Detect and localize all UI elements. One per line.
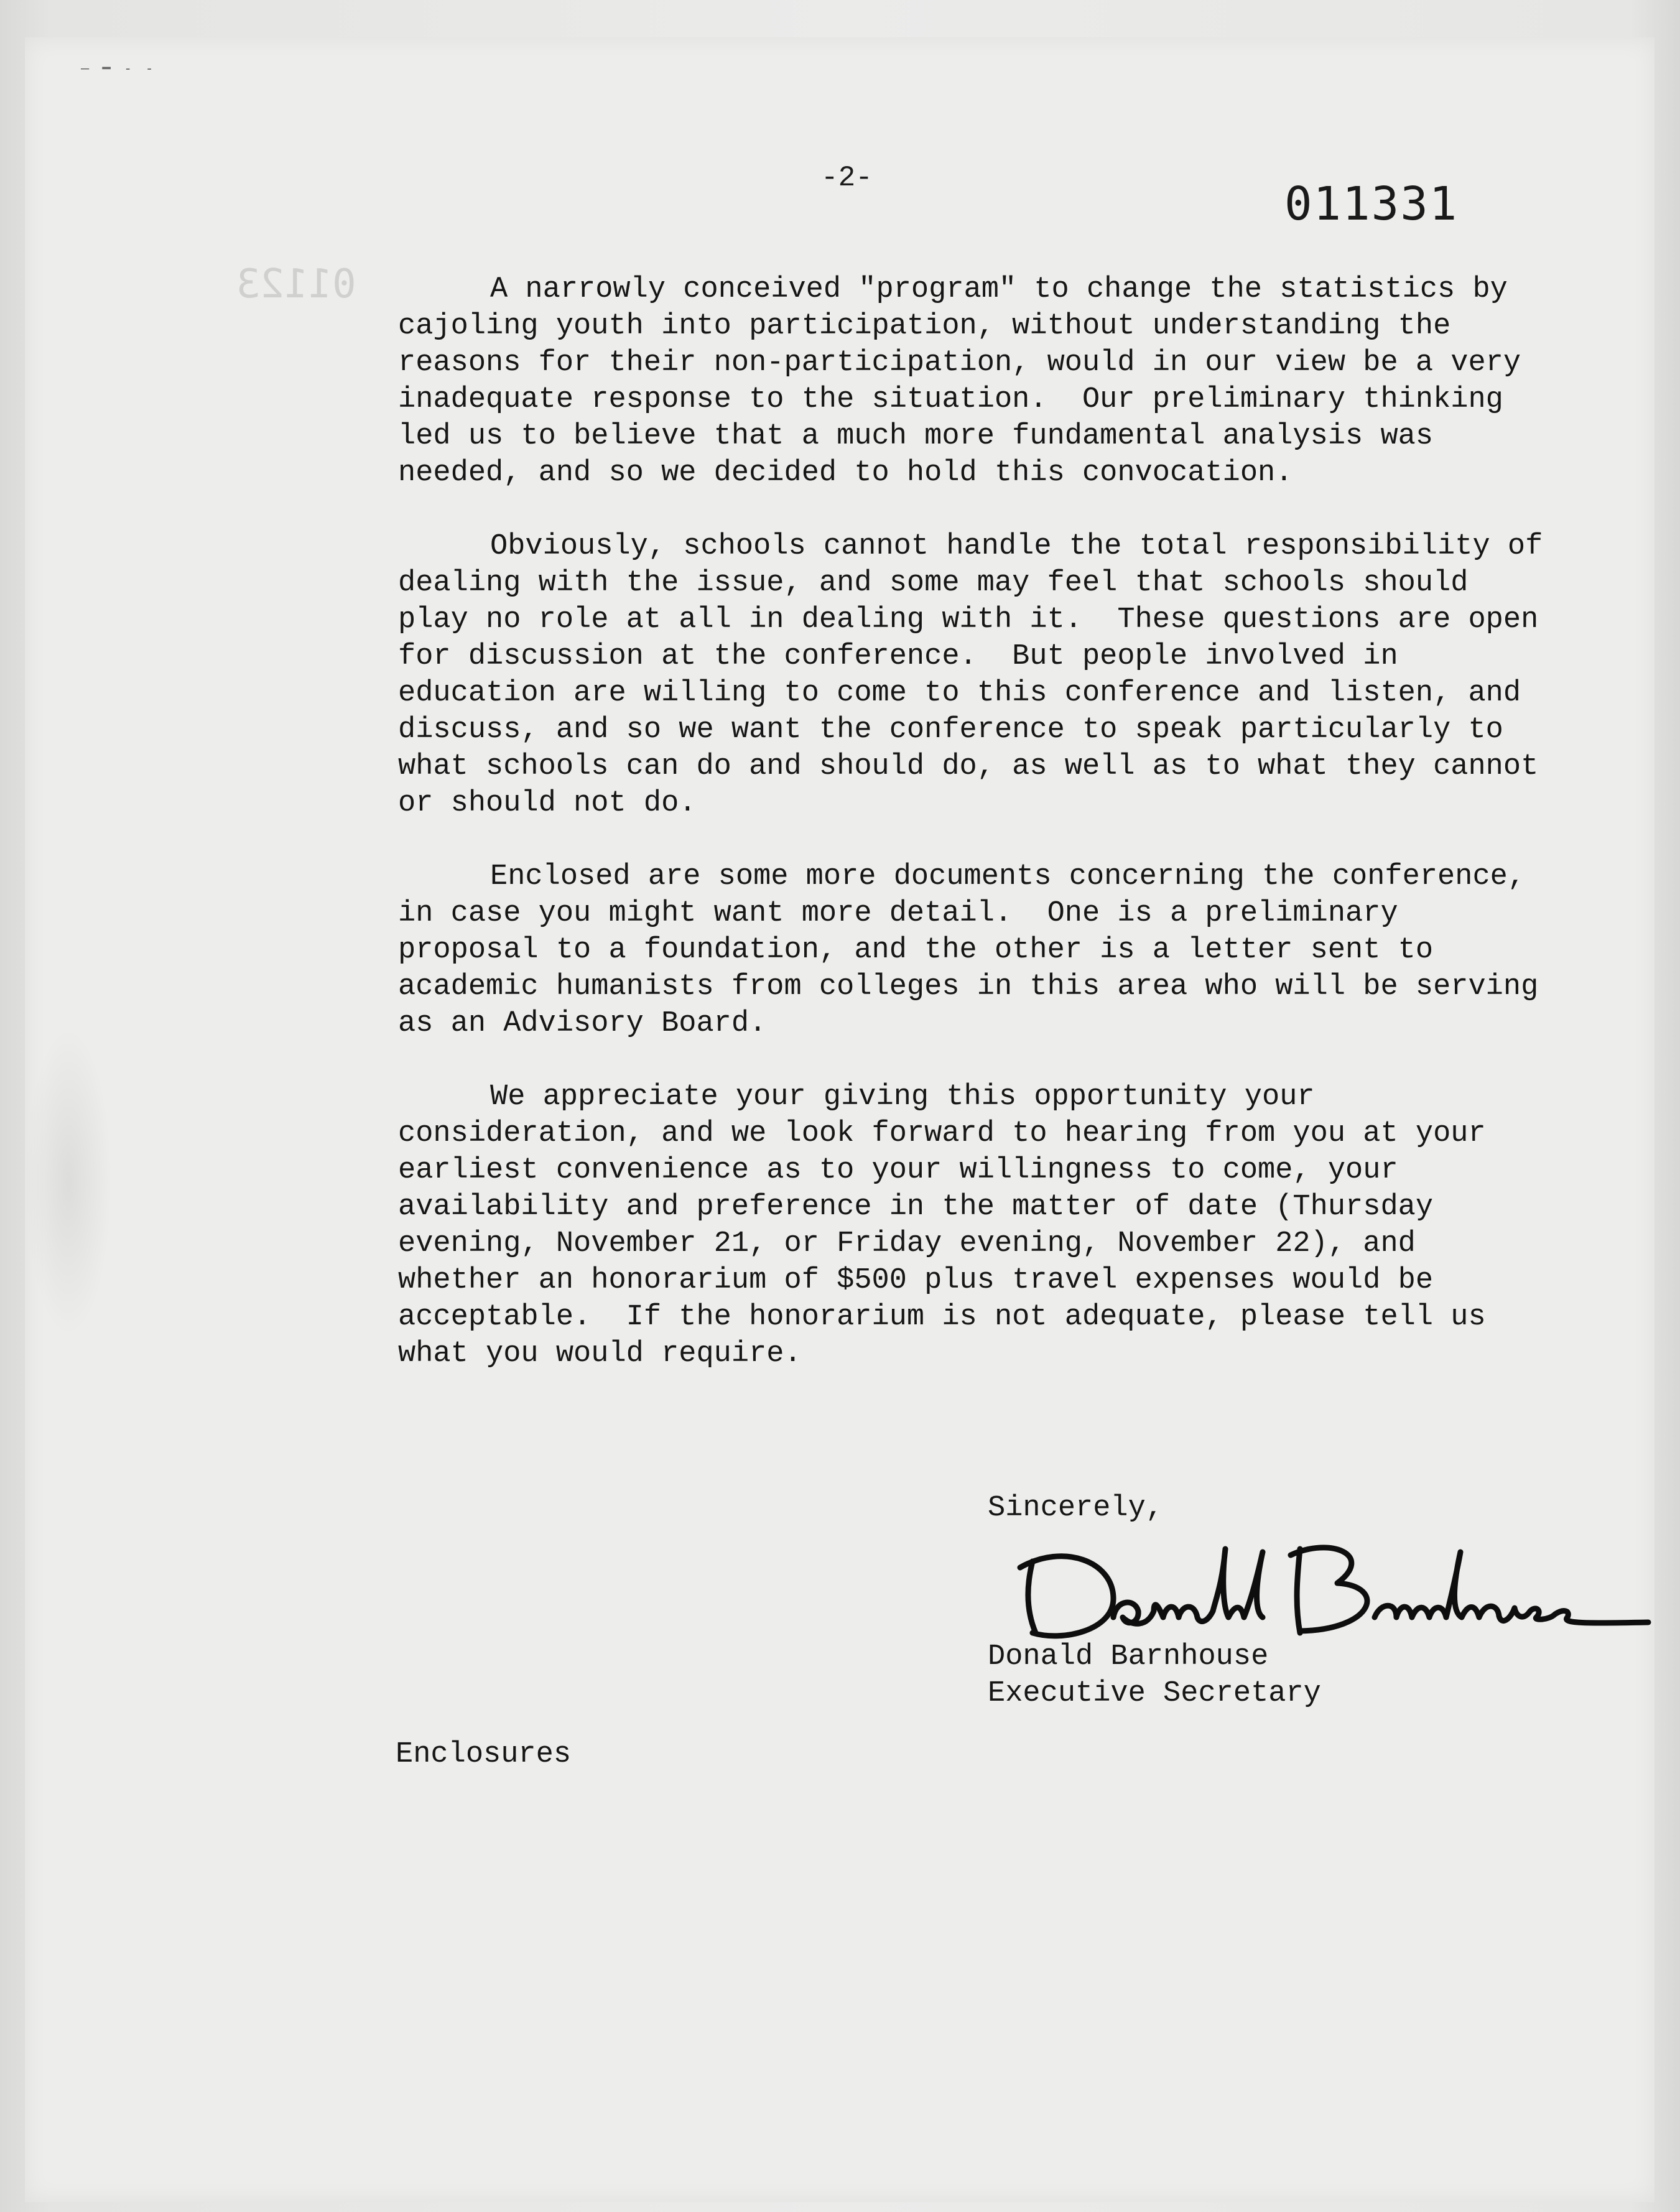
paragraph-2-text: Obviously, schools cannot handle the total responsibility of dealing with the issue, and some may feel that schools should play no role at all in dealing with it. These questions are open for discussion at the conference. But people involved in education are willing to come to this conference and listen, and discuss, and so we want the conference to speak particularly to what schools can do and should do, as well as to what they cannot or should not do. (398, 530, 1561, 820)
enclosures-note: Enclosures (396, 1738, 572, 1771)
paragraph-2 (398, 528, 1561, 822)
smudge-mark (25, 1026, 112, 1337)
signer-name: Donald Barnhouse (988, 1640, 1269, 1673)
signer-title: Executive Secretary (988, 1677, 1321, 1710)
paragraph-3 (398, 858, 1556, 1042)
page-number: -2- (821, 162, 873, 194)
paragraph-3-text: Enclosed are some more documents concerning the conference, in case you might want more detail. One is a preliminary proposal to a foundation, and the other is a letter sent to academic humanists from colleges in this area who will be serving as an Advisory Board. (398, 860, 1556, 1040)
closing-salutation: Sincerely, (988, 1492, 1164, 1525)
letter-body (398, 271, 1561, 1409)
edge-mark: — ━ - - (81, 61, 156, 77)
paragraph-1 (398, 271, 1549, 491)
handwritten-signature (1008, 1524, 1654, 1655)
paragraph-1-text: A narrowly conceived "program" to change the statistics by cajoling youth into participation, without understanding the reasons for their non-participation, would in our view be a very inadequate response to the situation. Our preliminary thinking led us to believe that a much more fundamental analysis was needed, and so we decided to hold this convocation. (398, 273, 1539, 490)
bleed-through-shadow: 01123 (236, 261, 356, 307)
document-id-stamp: 011331 (1284, 177, 1459, 231)
paragraph-4 (398, 1079, 1549, 1372)
paragraph-4-text: We appreciate your giving this opportunity your consideration, and we look forward to hearing from you at your earliest convenience as to your willingness to come, your availability and preference in the matter of date (Thursday evening, November 21, or Friday evening, November 22), and whether an honorarium of $500 plus travel expenses would be acceptable. If the honorarium is not adequate, please tell us what you would require. (398, 1080, 1503, 1370)
